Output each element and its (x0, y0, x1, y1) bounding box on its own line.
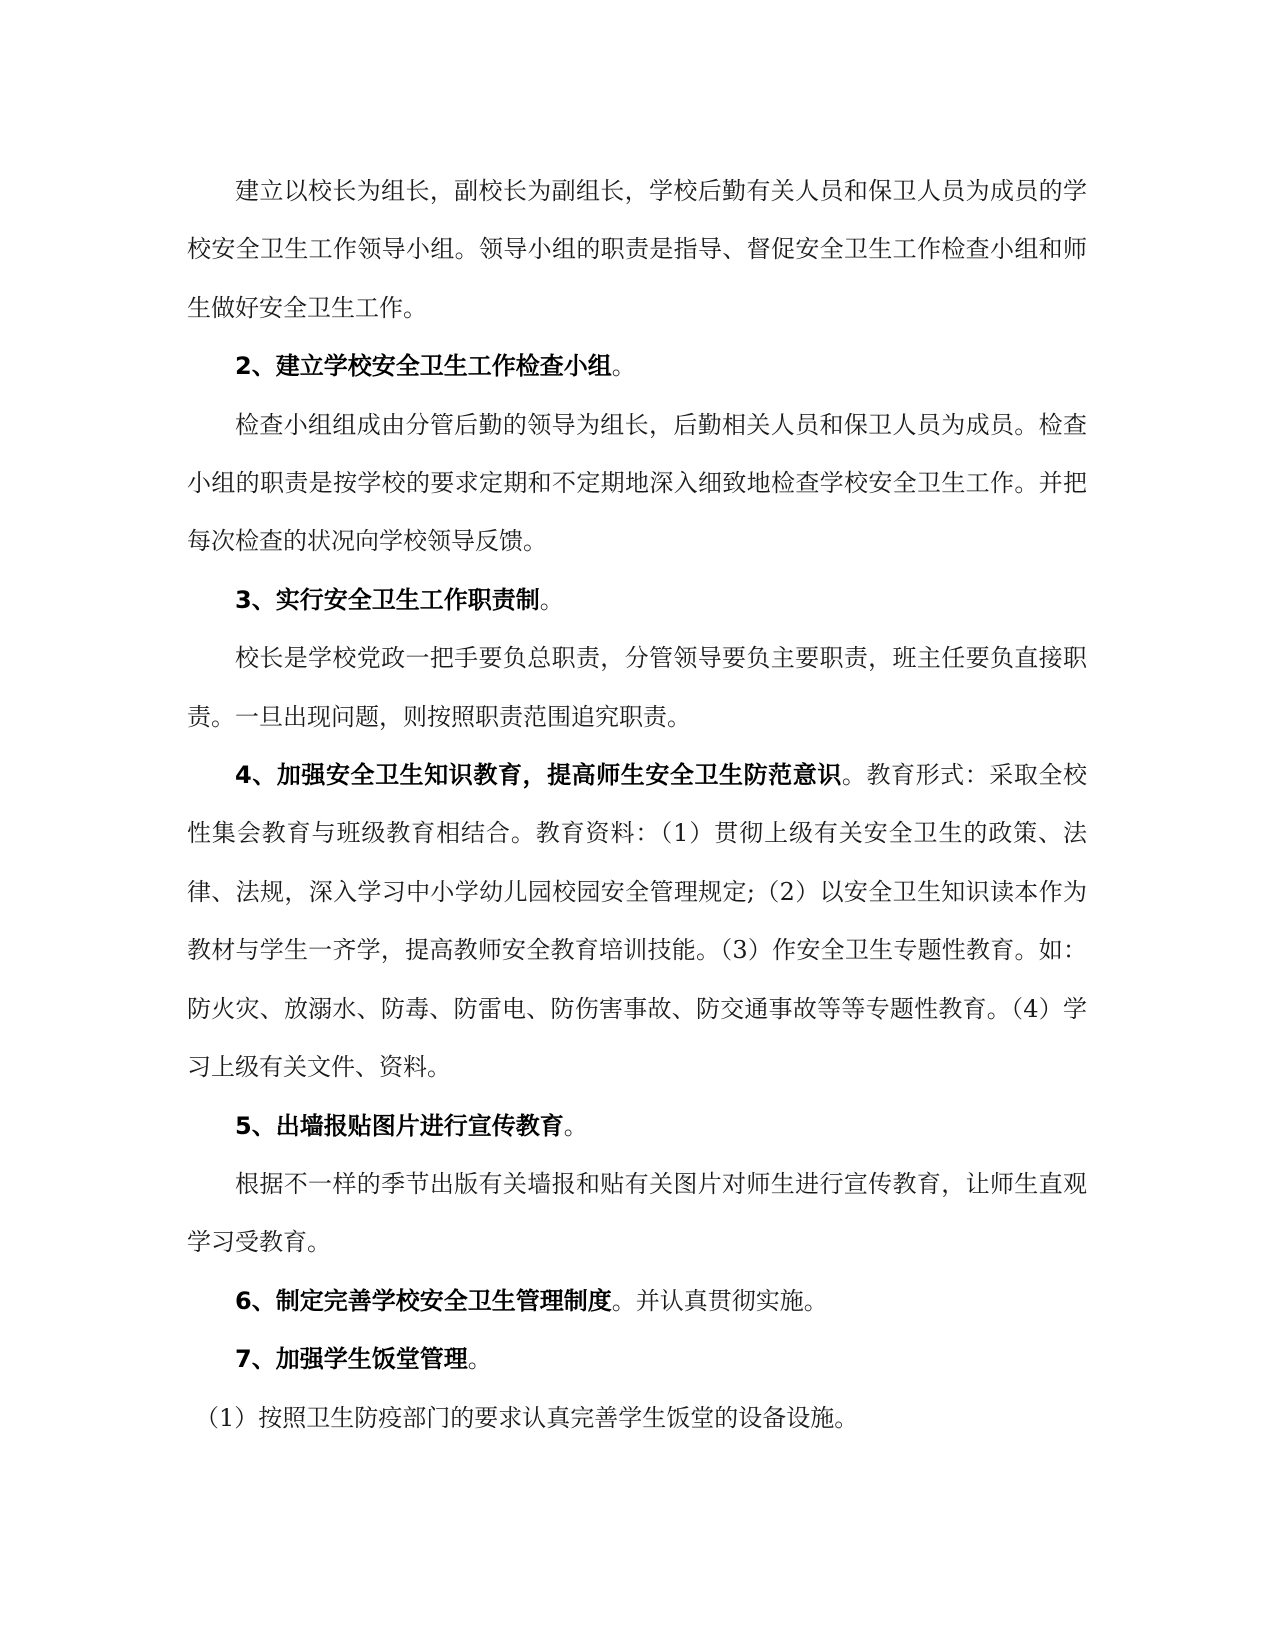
paragraph-text: 校长是学校党政一把手要负总职责，分管领导要负主要职责，班主任要负直接职责。一旦出现问题，则按照职责范围追究职责。 (187, 644, 1087, 731)
heading-text: 7、加强学生饭堂管理 (235, 1345, 468, 1374)
paragraph-wall-newspaper (187, 1155, 1087, 1272)
section-heading-responsibility-system (187, 571, 1087, 629)
paragraph-text: （1）按照卫生防疫部门的要求认真完善学生饭堂的设备设施。 (195, 1403, 859, 1432)
heading-punctuation: 。 (539, 585, 564, 614)
paragraph-text: 。教育形式：采取全校性集会教育与班级教育相结合。教育资料：（1）贯彻上级有关安全卫生的政策、法律、法规，深入学习中小学幼儿园校园安全管理规定;（2）以安全卫生知识读本作为教材与学生一齐学，提高教师安全教育培训技能。（3）作安全卫生专题性教育。如：防火灾、放溺水、防毒、防雷电、防伤害事故、防交通事故等等专题性教育。（4）学习上级有关文件、资料。 (187, 761, 1087, 1082)
paragraph-text: 。并认真贯彻实施。 (611, 1286, 828, 1315)
list-item-canteen-facilities (187, 1389, 1087, 1447)
section-heading-inspection-group (187, 337, 1087, 395)
heading-text: 3、实行安全卫生工作职责制 (235, 585, 540, 614)
paragraph-leadership-group (187, 162, 1087, 337)
section-safety-education (187, 746, 1087, 1096)
paragraph-text: 根据不一样的季节出版有关墙报和贴有关图片对师生进行宣传教育，让师生直观学习受教育。 (187, 1169, 1087, 1257)
heading-text: 2、建立学校安全卫生工作检查小组 (235, 352, 612, 381)
paragraph-inspection-group (187, 396, 1087, 571)
section-management-rules (187, 1272, 1087, 1330)
paragraph-text: 建立以校长为组长，副校长为副组长，学校后勤有关人员和保卫人员为成员的学校安全卫生工作领导小组。领导小组的职责是指导、督促安全卫生工作检查小组和师生做好安全卫生工作。 (187, 177, 1087, 322)
heading-punctuation: 。 (563, 1111, 588, 1140)
section-heading-canteen (187, 1330, 1087, 1388)
paragraph-responsibility-system (187, 629, 1087, 746)
paragraph-text: 检查小组组成由分管后勤的领导为组长，后勤相关人员和保卫人员为成员。检查小组的职责是按学校的要求定期和不定期地深入细致地检查学校安全卫生工作。并把每次检查的状况向学校领导反馈。 (187, 410, 1087, 556)
heading-text: 5、出墙报贴图片进行宣传教育 (235, 1111, 564, 1140)
heading-text: 4、加强安全卫生知识教育，提高师生安全卫生防范意识 (235, 761, 842, 790)
heading-punctuation: 。 (467, 1345, 492, 1374)
heading-text: 6、制定完善学校安全卫生管理制度 (235, 1286, 612, 1315)
section-heading-wall-newspaper (187, 1097, 1087, 1155)
document-body (187, 162, 1087, 1447)
heading-punctuation: 。 (611, 352, 636, 381)
